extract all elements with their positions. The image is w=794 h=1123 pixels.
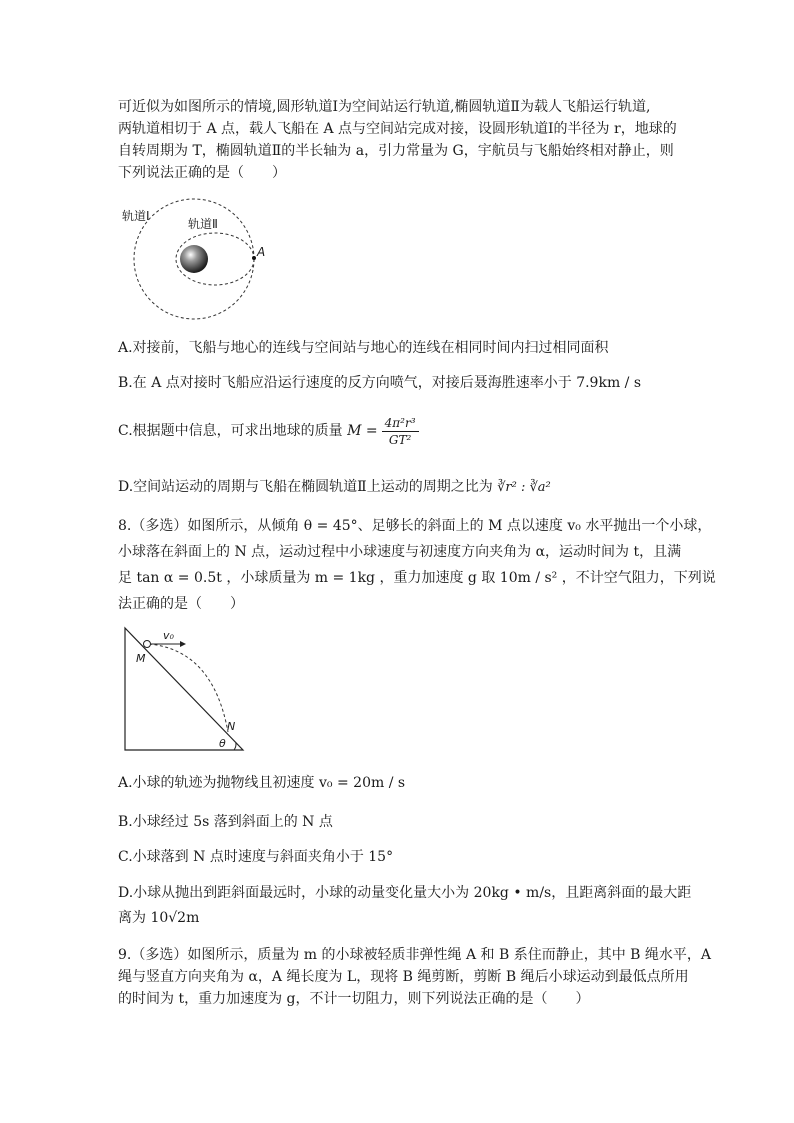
- q8-line-1: 8.（多选）如图所示，从倾角 θ = 45°、足够长的斜面上的 M 点以速度 v₀ 水平抛出一个小球，: [118, 518, 712, 534]
- incline-figure: [118, 620, 253, 755]
- q7-line-3: 自转周期为 T，椭圆轨道Ⅱ的半长轴为 a，引力常量为 G，宇航员与飞船始终相对静止，则: [118, 143, 674, 159]
- angle-arc: [234, 743, 236, 750]
- q8-line-4: 法正确的是（ ）: [118, 596, 244, 612]
- q7-line-4: 下列说法正确的是（ ）: [118, 165, 286, 181]
- point-a-dot: [252, 256, 256, 260]
- orbit-2-label: 轨道Ⅱ: [188, 217, 218, 231]
- q9-line-3: 的时间为 t，重力加速度为 g，不计一切阻力，则下列说法正确的是（ ）: [118, 991, 590, 1007]
- velocity-arrowhead: [180, 641, 186, 647]
- trajectory-curve: [149, 644, 228, 732]
- q8-line-2: 小球落在斜面上的 N 点，运动过程中小球速度与初速度方向夹角为 α，运动时间为 t，且满: [118, 544, 682, 560]
- earth-icon: [180, 245, 208, 273]
- ball-icon: [144, 641, 151, 648]
- point-a-label: A: [257, 245, 266, 259]
- point-n-label: N: [227, 720, 236, 733]
- q7-option-c-denominator: GT²: [388, 432, 412, 447]
- orbit-1-label: 轨道Ⅰ: [122, 209, 150, 223]
- q7-line-2: 两轨道相切于 A 点，载人飞船在 A 点与空间站完成对接，设圆形轨道Ⅰ的半径为 r，地球的: [118, 121, 677, 137]
- orbit-figure: [118, 198, 278, 328]
- theta-label: θ: [219, 737, 226, 750]
- q7-option-d-formula: ∛r² : ∛a²: [497, 480, 551, 495]
- q7-option-c-numerator: 4π²r³: [382, 415, 419, 432]
- q7-option-c-lhs: M =: [347, 423, 378, 439]
- point-m-label: M: [136, 652, 146, 665]
- q7-option-c-fraction: [382, 415, 419, 448]
- v0-label: v₀: [163, 629, 174, 642]
- q9-line-1: 9.（多选）如图所示，质量为 m 的小球被轻质非弹性绳 A 和 B 系住而静止，其中 B 绳水平，A: [118, 947, 712, 963]
- q7-option-c: [118, 413, 419, 449]
- q8-option-a: A.小球的轨迹为抛物线且初速度 v₀ = 20m / s: [118, 775, 406, 791]
- q8-option-c: C.小球落到 N 点时速度与斜面夹角小于 15°: [118, 849, 394, 865]
- q7-option-b: B.在 A 点对接时飞船应沿运行速度的反方向喷气，对接后聂海胜速率小于 7.9km / s: [118, 375, 642, 391]
- q8-option-d-line-2: 离为 10√2m: [118, 910, 200, 926]
- incline-triangle: [125, 628, 243, 750]
- q7-option-d-text: D.空间站运动的周期与飞船在椭圆轨道Ⅱ上运动的周期之比为: [118, 479, 498, 495]
- q8-option-d-line-1: D.小球从抛出到距斜面最远时，小球的动量变化量大小为 20kg • m/s，且距离斜面的最大距: [118, 885, 692, 901]
- q7-option-c-text: C.根据题中信息，可求出地球的质量: [118, 423, 348, 439]
- q7-option-d: [118, 477, 551, 498]
- q9-line-2: 绳与竖直方向夹角为 α，A 绳长度为 L，现将 B 绳剪断，剪断 B 绳后小球运动到最低点所用: [118, 969, 689, 985]
- q8-option-b: B.小球经过 5s 落到斜面上的 N 点: [118, 814, 333, 830]
- q8-line-3: 足 tan α = 0.5t ，小球质量为 m = 1kg ，重力加速度 g 取 10m / s² ，不计空气阻力，下列说: [118, 570, 716, 586]
- q7-option-a: A.对接前，飞船与地心的连线与空间站与地心的连线在相同时间内扫过相同面积: [118, 340, 609, 356]
- q7-line-1: 可近似为如图所示的情境,圆形轨道Ⅰ为空间站运行轨道,椭圆轨道Ⅱ为载人飞船运行轨道,: [118, 99, 651, 115]
